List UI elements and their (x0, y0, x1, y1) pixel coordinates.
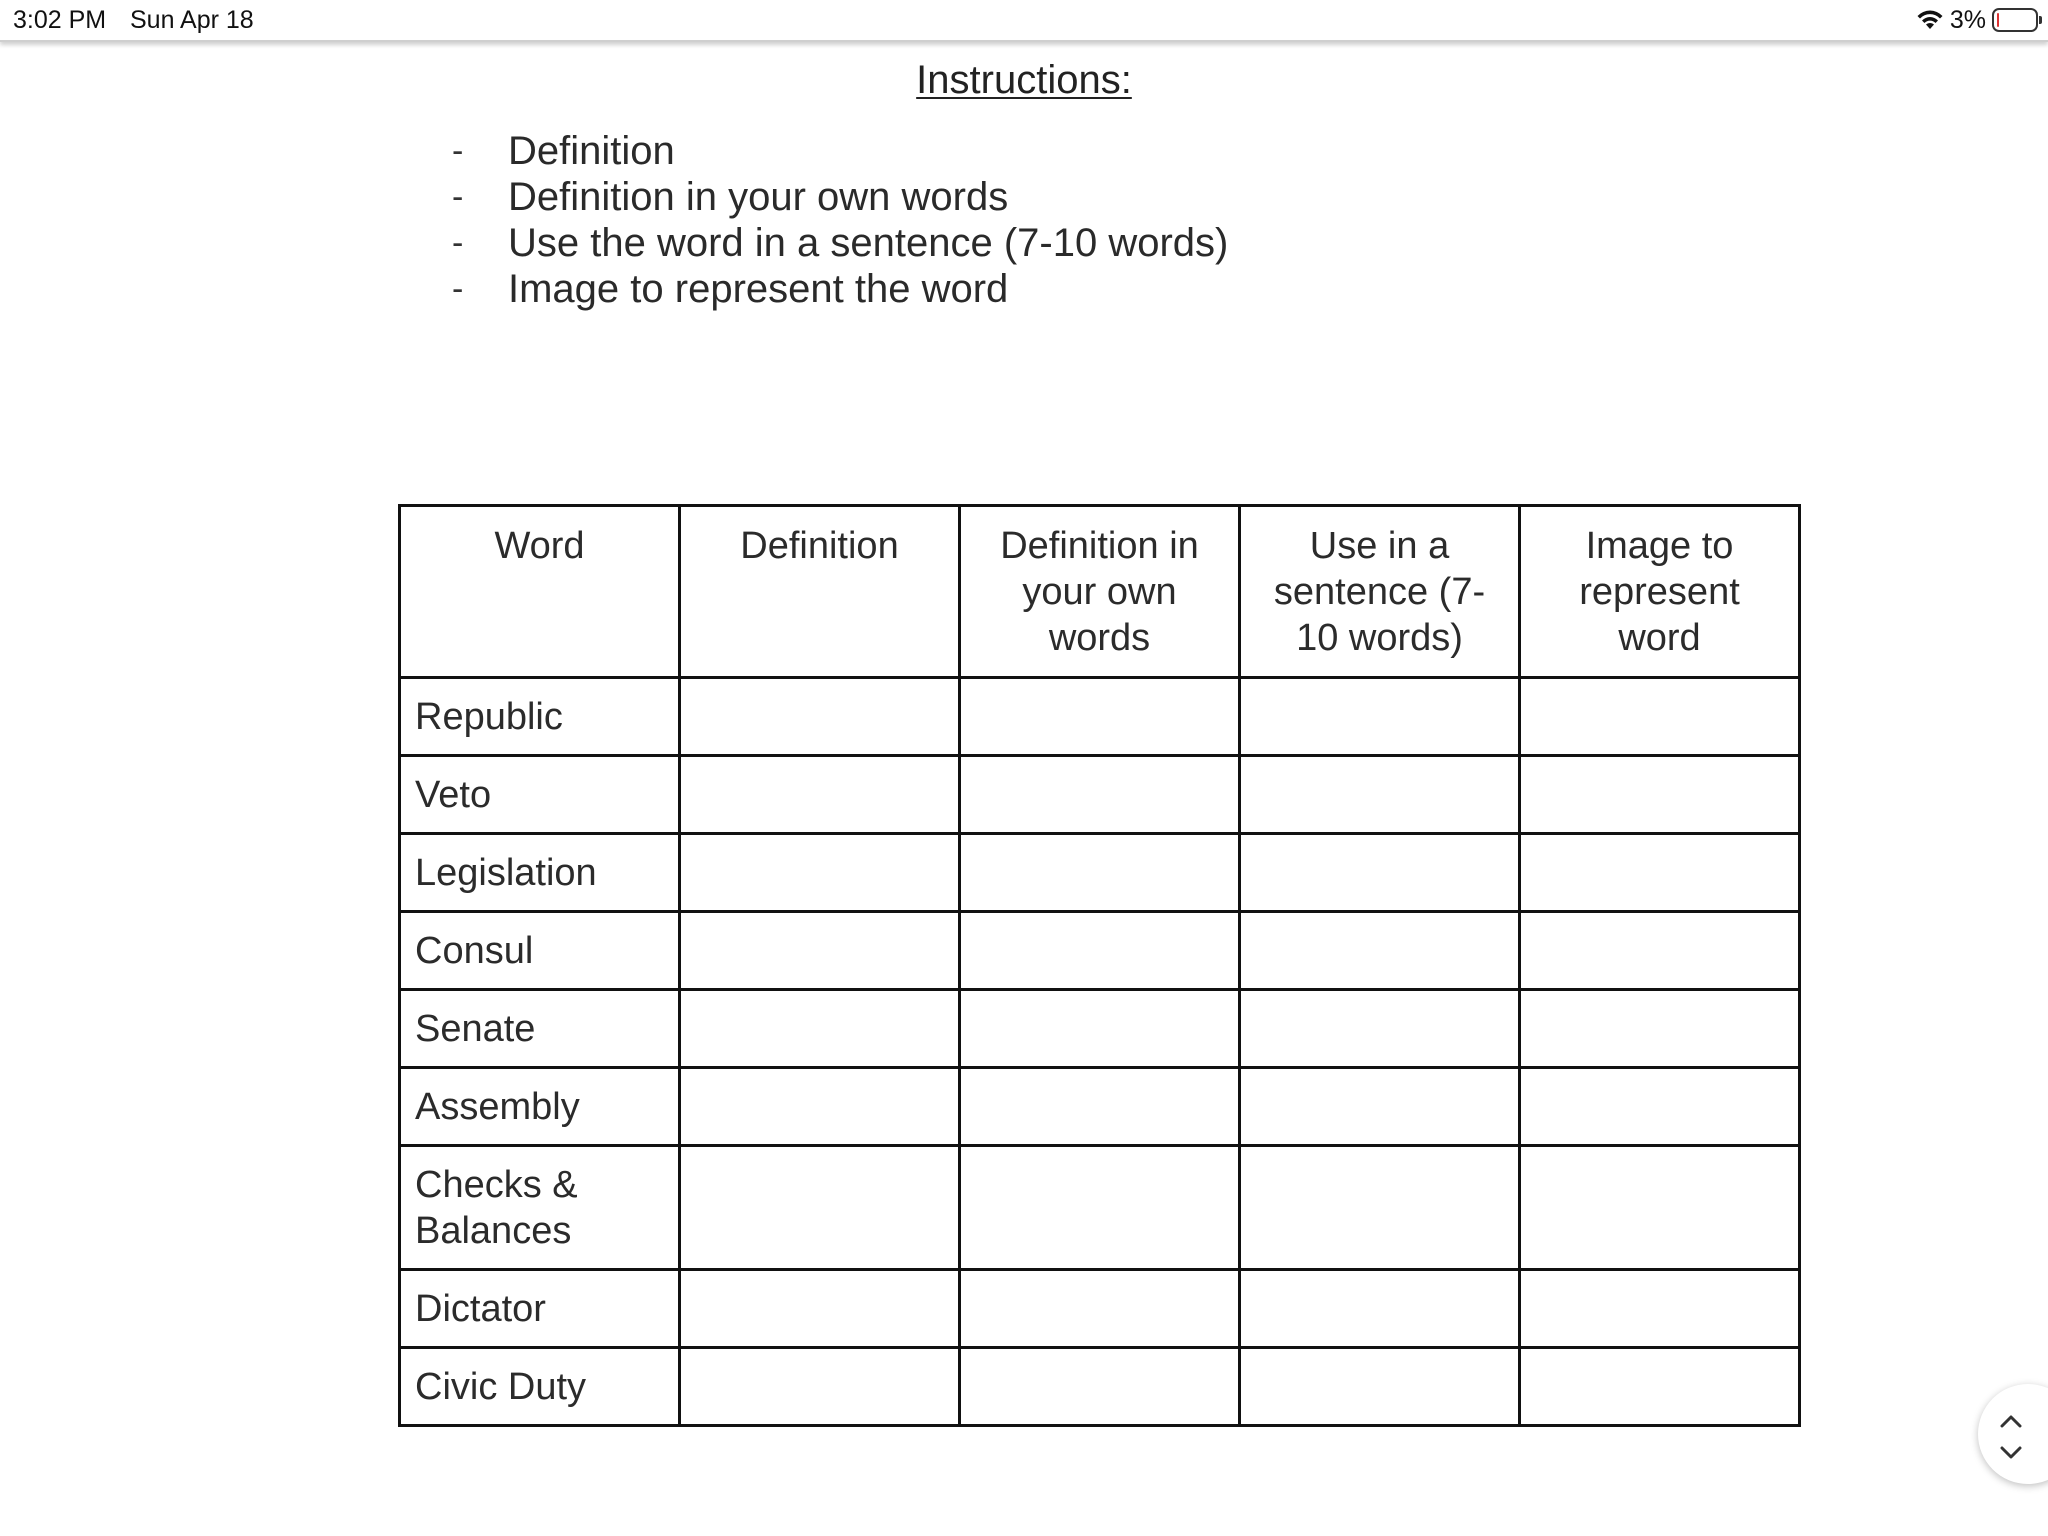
sentence-cell[interactable] (1240, 1146, 1520, 1270)
list-item: - Use the word in a sentence (7-10 words) (452, 220, 1229, 265)
own-words-cell[interactable] (960, 678, 1240, 756)
word-cell: Assembly (400, 1068, 680, 1146)
word-cell: Dictator (400, 1270, 680, 1348)
battery-icon (1992, 8, 2038, 32)
image-cell[interactable] (1520, 1348, 1800, 1426)
sentence-cell[interactable] (1240, 1348, 1520, 1426)
status-bar (0, 0, 2048, 42)
image-cell[interactable] (1520, 678, 1800, 756)
word-cell: Senate (400, 990, 680, 1068)
sentence-cell[interactable] (1240, 1068, 1520, 1146)
definition-cell[interactable] (680, 990, 960, 1068)
own-words-cell[interactable] (960, 1348, 1240, 1426)
word-cell: Legislation (400, 834, 680, 912)
own-words-cell[interactable] (960, 912, 1240, 990)
word-cell: Veto (400, 756, 680, 834)
document-page (0, 42, 2048, 1536)
status-indicators (1916, 6, 2038, 34)
definition-cell[interactable] (680, 1270, 960, 1348)
image-cell[interactable] (1520, 990, 1800, 1068)
list-item: - Image to represent the word (452, 266, 1009, 311)
definition-cell[interactable] (680, 912, 960, 990)
status-date: Sun Apr 18 (130, 6, 254, 34)
list-item: - Definition in your own words (452, 174, 1009, 219)
sentence-cell[interactable] (1240, 1270, 1520, 1348)
table-row (400, 1068, 1800, 1146)
table-row (400, 990, 1800, 1068)
image-cell[interactable] (1520, 912, 1800, 990)
definition-cell[interactable] (680, 1068, 960, 1146)
table-row (400, 1348, 1800, 1426)
chevron-up-icon[interactable] (2000, 1404, 2022, 1434)
own-words-cell[interactable] (960, 1270, 1240, 1348)
instructions-title: Instructions: (916, 58, 1132, 102)
table-row (400, 1146, 1800, 1270)
definition-cell[interactable] (680, 678, 960, 756)
battery-percent: 3% (1949, 5, 1986, 34)
table-row (400, 756, 1800, 834)
definition-cell[interactable] (680, 834, 960, 912)
table-row (400, 912, 1800, 990)
header-definition: Definition (680, 506, 960, 678)
header-own-words: Definition in your own words (960, 506, 1240, 678)
table-row (400, 678, 1800, 756)
vocab-table (398, 504, 1801, 1427)
definition-cell[interactable] (680, 1146, 960, 1270)
image-cell[interactable] (1520, 1270, 1800, 1348)
battery-level (1997, 13, 1999, 27)
table-row (400, 1270, 1800, 1348)
image-cell[interactable] (1520, 1146, 1800, 1270)
sentence-cell[interactable] (1240, 990, 1520, 1068)
instruction-list (452, 128, 1228, 312)
definition-cell[interactable] (680, 1348, 960, 1426)
sentence-cell[interactable] (1240, 756, 1520, 834)
own-words-cell[interactable] (960, 756, 1240, 834)
own-words-cell[interactable] (960, 1146, 1240, 1270)
table-row (400, 834, 1800, 912)
word-cell: Republic (400, 678, 680, 756)
header-word: Word (400, 506, 680, 678)
header-image: Image to represent word (1520, 506, 1800, 678)
word-cell: Consul (400, 912, 680, 990)
table-header-row (400, 506, 1800, 678)
word-cell: Civic Duty (400, 1348, 680, 1426)
wifi-icon (1916, 9, 1944, 31)
header-sentence: Use in a sentence (7-10 words) (1240, 506, 1520, 678)
own-words-cell[interactable] (960, 1068, 1240, 1146)
list-item: - Definition (452, 128, 675, 173)
chevron-down-icon[interactable] (2000, 1436, 2022, 1466)
definition-cell[interactable] (680, 756, 960, 834)
image-cell[interactable] (1520, 834, 1800, 912)
status-time: 3:02 PM (13, 6, 107, 34)
sentence-cell[interactable] (1240, 912, 1520, 990)
sentence-cell[interactable] (1240, 678, 1520, 756)
own-words-cell[interactable] (960, 834, 1240, 912)
word-cell: Checks & Balances (400, 1146, 680, 1270)
image-cell[interactable] (1520, 756, 1800, 834)
image-cell[interactable] (1520, 1068, 1800, 1146)
sentence-cell[interactable] (1240, 834, 1520, 912)
own-words-cell[interactable] (960, 990, 1240, 1068)
